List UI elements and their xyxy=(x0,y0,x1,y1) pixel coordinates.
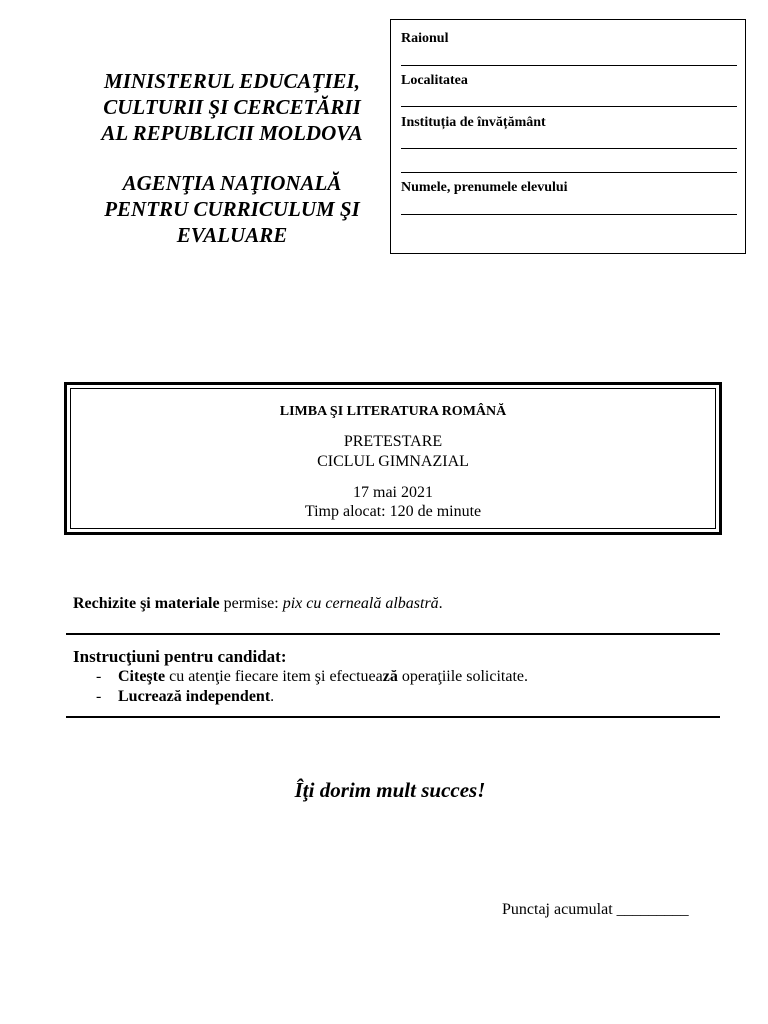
instruction-item xyxy=(96,668,528,686)
exam-subject-inner xyxy=(70,388,716,529)
institution-label: Instituția de învățământ xyxy=(401,115,546,130)
student-info-box xyxy=(390,19,746,254)
instruction-strong: Citeşte xyxy=(118,668,166,685)
instruction-strong: Lucrează independent xyxy=(118,688,271,705)
locality-field[interactable] xyxy=(401,106,737,107)
ministry-line-3: AL REPUBLICII MOLDOVA xyxy=(101,121,363,145)
exam-type: PRETESTARE xyxy=(343,433,443,450)
locality-label: Localitatea xyxy=(401,73,468,88)
materials-end: . xyxy=(438,595,443,612)
instruction-text: cu atenţie fiecare item şi efectuea xyxy=(165,668,383,685)
instruction-text: . xyxy=(270,688,275,705)
exam-subject-frame xyxy=(64,382,722,535)
district-field[interactable] xyxy=(401,65,737,66)
institution-field-2[interactable] xyxy=(401,172,737,173)
good-luck-message: Îţi dorim mult succes! xyxy=(294,778,486,802)
student-name-label: Numele, prenumele elevului xyxy=(401,180,568,195)
score-blank-field[interactable]: _________ xyxy=(616,901,689,918)
ministry-line-1: MINISTERUL EDUCAŢIEI, xyxy=(104,69,360,93)
ministry-line-2: CULTURII ŞI CERCETĂRII xyxy=(103,95,361,119)
materials-value: pix cu cerneală albastră xyxy=(282,595,439,612)
student-name-field[interactable] xyxy=(401,214,737,215)
score-line xyxy=(502,901,689,919)
heading-spacer xyxy=(72,146,392,170)
agency-line-1: AGENŢIA NAŢIONALĂ xyxy=(122,171,342,195)
exam-cycle: CICLUL GIMNAZIAL xyxy=(317,453,469,470)
exam-date: 17 mai 2021 xyxy=(353,484,433,501)
instruction-text-b: operaţiile solicitate. xyxy=(397,668,529,685)
district-label: Raionul xyxy=(401,31,449,46)
issuer-heading xyxy=(72,68,392,248)
agency-line-2: PENTRU CURRICULUM ŞI xyxy=(104,197,360,221)
bullet-dash: - xyxy=(96,688,102,705)
divider-top xyxy=(66,633,720,635)
score-label: Punctaj acumulat xyxy=(502,901,613,918)
institution-field-1[interactable] xyxy=(401,148,737,149)
divider-bottom xyxy=(66,716,720,718)
bullet-dash: - xyxy=(96,668,102,685)
instruction-item xyxy=(96,688,274,706)
instruction-strong-b: ză xyxy=(382,668,398,685)
instructions-title: Instrucţiuni pentru candidat: xyxy=(73,647,287,666)
exam-subject: LIMBA ŞI LITERATURA ROMÂNĂ xyxy=(279,404,507,419)
allowed-materials xyxy=(73,595,443,613)
exam-time-allotted: Timp alocat: 120 de minute xyxy=(304,503,482,520)
materials-label-rest: permise: xyxy=(219,595,283,612)
materials-label-bold: Rechizite şi materiale xyxy=(73,595,220,612)
agency-line-3: EVALUARE xyxy=(176,223,288,247)
